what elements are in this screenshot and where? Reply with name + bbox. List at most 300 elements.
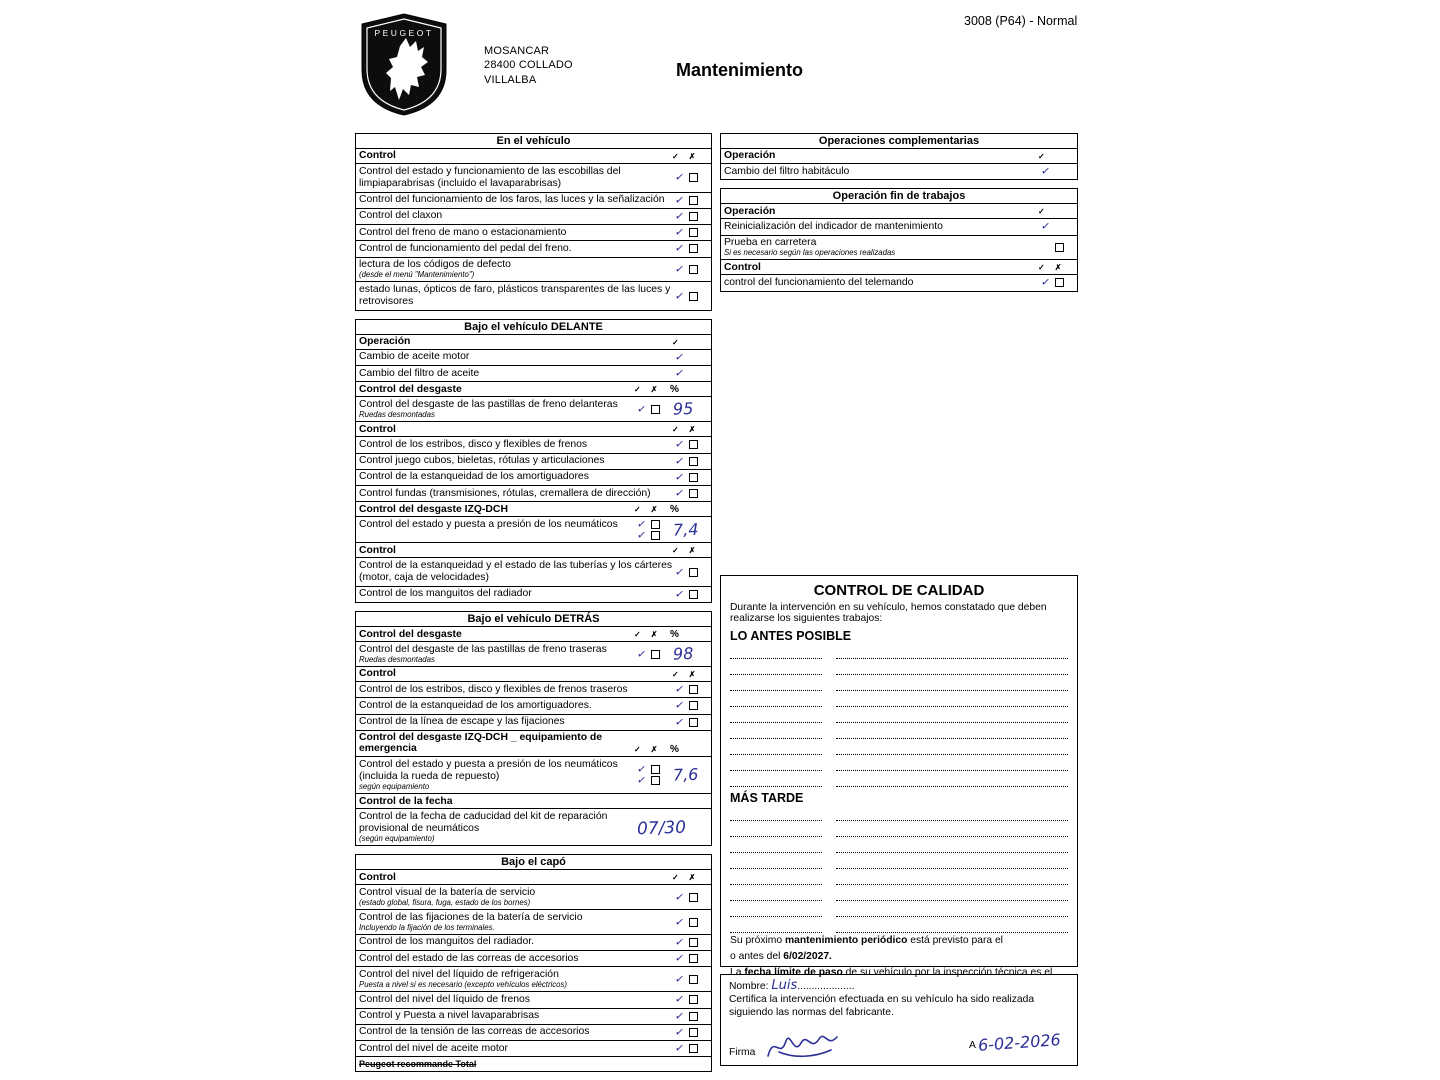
row-label: Control de los estribos, disco y flexibles de frenos traseros <box>359 683 628 695</box>
row-note: (según equipamiento) <box>359 834 435 844</box>
dotted-segment <box>836 729 1068 739</box>
row-label: Control del estado y puesta a presión de los neumáticos <box>359 518 618 530</box>
check-line <box>675 1027 711 1038</box>
check-line <box>674 288 711 303</box>
tick-header-icon: ✓ <box>634 745 641 755</box>
name-label: Nombre: <box>729 980 769 992</box>
row-checks <box>675 166 711 191</box>
row-label: Control de los manguitos del radiador <box>359 588 532 600</box>
checkbox <box>689 457 698 466</box>
table-row <box>356 884 711 909</box>
dotted-segment <box>730 843 822 853</box>
check-line <box>675 953 711 964</box>
dealer-line: 28400 COLLADO <box>484 59 573 72</box>
row-label: Cambio de aceite motor <box>359 351 470 363</box>
write-in-line <box>730 729 1068 739</box>
cross-header-icon: ✗ <box>650 385 658 395</box>
section-header <box>356 542 711 557</box>
row-checks <box>675 488 711 500</box>
quality-intro: Durante la intervención en su vehículo, hemos constatado que deben realizarse los siguientes trabajos: <box>730 601 1047 625</box>
checkbox <box>689 473 698 482</box>
check-line <box>675 211 711 222</box>
cross-header-icon: ✗ <box>688 425 696 435</box>
row-label: Control visual de la batería de servicio <box>359 886 536 898</box>
tick-header-icon: ✓ <box>634 385 641 395</box>
check-column-headers <box>672 152 708 163</box>
table-row <box>721 274 1077 290</box>
table-row <box>356 281 711 310</box>
dotted-segment <box>730 811 822 821</box>
row-checks <box>675 716 711 728</box>
check-line <box>674 192 711 207</box>
section-header <box>356 870 711 884</box>
check-line <box>675 937 711 948</box>
row-label: Control de la estanqueidad de los amortiguadores. <box>359 699 592 711</box>
section-label: Control del desgaste IZQ-DCH <box>359 503 508 515</box>
check-line <box>675 994 711 1005</box>
section-header <box>356 381 711 396</box>
row-checks <box>675 439 711 451</box>
handwritten-tick-icon: ✓ <box>674 288 685 303</box>
check-line <box>675 700 711 711</box>
dealer-line: MOSANCAR <box>484 45 550 57</box>
row-label: Control de las fijaciones de la batería de servicio <box>359 911 583 923</box>
tick-header-icon: ✓ <box>634 630 641 640</box>
row-checks <box>675 684 711 696</box>
check-line <box>674 1008 711 1023</box>
handwritten-tick-icon: ✓ <box>674 914 685 929</box>
row-text <box>359 811 637 844</box>
tick-header-icon: ✓ <box>672 670 679 679</box>
handwritten-name: Luis <box>771 977 798 993</box>
handwritten-tick-icon: ✓ <box>674 698 685 713</box>
row-text <box>359 759 637 792</box>
dotted-segment <box>730 665 822 675</box>
section-label: Control <box>359 544 396 556</box>
handwritten-tick-icon: ✓ <box>674 192 685 207</box>
row-text <box>724 237 1041 258</box>
row-label: Control del freno de mano o estacionamiento <box>359 226 567 238</box>
dotted-segment <box>836 907 1068 917</box>
checkbox <box>689 244 698 253</box>
check-line <box>637 404 673 415</box>
dotted-segment <box>730 729 822 739</box>
asap-write-in-lines <box>730 643 1068 787</box>
row-note: Si es necesario según las operaciones realizadas <box>724 248 896 258</box>
row-text <box>359 1043 675 1055</box>
dotted-segment <box>836 761 1068 771</box>
handwritten-tick-icon: ✓ <box>674 350 685 365</box>
percent-header: % <box>670 384 679 396</box>
row-checks <box>675 194 711 206</box>
check-line <box>636 646 673 661</box>
dotted-segment <box>730 649 822 659</box>
check-line <box>675 227 711 238</box>
dotted-segment <box>730 875 822 885</box>
row-text <box>359 1010 675 1022</box>
table-row <box>356 485 711 501</box>
name-dots: .................... <box>797 980 855 992</box>
row-checks <box>1041 166 1077 178</box>
write-in-line <box>730 697 1068 707</box>
write-in-line <box>730 665 1068 675</box>
checkbox <box>651 650 660 659</box>
text: de su vehículo por la inspección técnica es el <box>842 967 1053 979</box>
handwritten-tick-icon: ✓ <box>674 486 685 501</box>
table-title: Bajo el capó <box>356 855 711 870</box>
row-text <box>359 368 675 380</box>
row-text <box>359 243 675 255</box>
row-text <box>359 644 637 665</box>
check-column-headers <box>634 630 670 641</box>
row-text <box>359 936 675 948</box>
row-label: Control de la fecha de caducidad del kit de reparación provisional de neumáticos <box>359 810 608 834</box>
dotted-segment <box>836 891 1068 901</box>
row-label: Control de la estanqueidad de los amortiguadores <box>359 471 589 483</box>
check-column-headers <box>672 425 708 436</box>
section-label: Operación <box>724 205 776 217</box>
tick-header-icon: ✓ <box>672 152 679 161</box>
dotted-segment <box>836 859 1068 869</box>
row-checks <box>675 227 711 239</box>
write-in-line <box>730 649 1068 659</box>
row-text <box>359 887 675 908</box>
table-row <box>356 516 711 542</box>
row-checks <box>637 399 673 420</box>
later-label: MÁS TARDE <box>730 791 804 806</box>
table-row <box>356 934 711 950</box>
dotted-segment <box>836 923 1068 933</box>
table-bajo-detras <box>355 611 712 846</box>
percent-header: % <box>670 504 679 516</box>
section-header <box>356 149 711 163</box>
write-in-line <box>730 907 1068 917</box>
write-in-line <box>730 843 1068 853</box>
check-line <box>637 530 673 541</box>
handwritten-value: 7,4 <box>672 519 699 540</box>
dotted-segment <box>730 713 822 723</box>
quality-control-box <box>720 575 1078 979</box>
handwritten-tick-icon: ✓ <box>636 517 647 532</box>
handwritten-tick-icon: ✓ <box>674 241 685 256</box>
write-in-line <box>730 777 1068 787</box>
check-line <box>1041 277 1077 288</box>
table-bajo-capo <box>355 854 712 1072</box>
write-in-line <box>730 713 1068 723</box>
row-checks <box>675 351 711 363</box>
handwritten-tick-icon: ✓ <box>674 262 685 277</box>
row-text <box>359 471 675 483</box>
table-row <box>356 991 711 1007</box>
row-text <box>359 284 675 309</box>
write-in-line <box>730 761 1068 771</box>
checkbox <box>651 531 660 540</box>
row-label: estado lunas, ópticos de faro, plásticos transparentes de las luces y retrovisores <box>359 283 671 308</box>
check-column-headers <box>672 338 708 349</box>
row-label: Control del nivel del líquido de frenos <box>359 993 530 1005</box>
page-title: Mantenimiento <box>676 60 804 80</box>
check-line <box>674 889 711 904</box>
checkbox <box>689 489 698 498</box>
checkbox <box>689 954 698 963</box>
check-column-headers <box>672 670 708 681</box>
cross-header-icon: ✗ <box>688 152 696 161</box>
check-column-headers <box>672 873 708 884</box>
row-text <box>359 716 675 728</box>
dotted-segment <box>836 649 1068 659</box>
row-checks <box>675 969 711 990</box>
handwritten-value: 98 <box>672 643 694 664</box>
next-maintenance-date <box>730 949 1068 965</box>
row-label: Control de los estribos, disco y flexibles de frenos <box>359 438 588 450</box>
handwritten-tick-icon: ✓ <box>636 773 647 788</box>
section-header <box>356 730 711 756</box>
check-line <box>674 564 711 579</box>
row-text <box>359 351 675 363</box>
row-note: Incluyendo la fijación de los terminales. <box>359 922 495 932</box>
row-checks <box>675 1043 711 1055</box>
handwritten-tick-icon: ✓ <box>674 470 685 485</box>
handwritten-tick-icon: ✓ <box>674 564 685 579</box>
row-text <box>359 227 675 239</box>
table-row <box>356 396 711 421</box>
section-label: Control <box>359 871 396 883</box>
row-text <box>724 166 1041 178</box>
row-label: Control del desgaste de las pastillas de freno delanteras <box>359 398 618 410</box>
checkbox <box>689 975 698 984</box>
dotted-segment <box>836 875 1068 885</box>
handwritten-tick-icon <box>1041 247 1055 249</box>
dotted-segment <box>836 697 1068 707</box>
row-label: Prueba en carretera <box>724 237 817 249</box>
table-en-el-vehiculo <box>355 133 712 311</box>
check-line <box>674 914 711 929</box>
check-column-headers <box>634 745 670 756</box>
tick-header-icon: ✓ <box>672 425 679 435</box>
row-note: (estado global, fisura, fuga, estado de los bornes) <box>359 898 531 908</box>
row-checks <box>675 284 711 309</box>
dotted-segment <box>836 713 1068 723</box>
row-text <box>359 700 675 712</box>
row-checks <box>675 368 711 380</box>
row-text <box>359 259 675 280</box>
dotted-segment <box>730 827 822 837</box>
table-row <box>356 808 711 845</box>
row-checks <box>1041 277 1077 289</box>
dotted-segment <box>730 697 822 707</box>
row-text <box>359 194 675 206</box>
row-label: Control y Puesta a nivel lavaparabrisas <box>359 1010 540 1022</box>
checkbox <box>689 918 698 927</box>
handwritten-tick-icon: ✓ <box>674 1025 685 1040</box>
dotted-segment <box>836 745 1068 755</box>
dealer-line: VILLALBA <box>484 73 537 86</box>
peugeot-logo <box>358 12 450 116</box>
dotted-segment <box>730 859 822 869</box>
table-row <box>356 756 711 793</box>
row-checks <box>675 1026 711 1038</box>
check-column-headers <box>1038 152 1074 163</box>
handwritten-tick-icon: ✓ <box>1040 164 1051 179</box>
row-label: Control del estado de las correas de accesorios <box>359 952 579 964</box>
dotted-segment <box>836 843 1068 853</box>
row-checks <box>675 455 711 467</box>
tick-header-icon: ✓ <box>1038 207 1045 217</box>
check-line <box>675 488 711 499</box>
cross-header-icon: ✗ <box>688 546 696 556</box>
tick-header-icon: ✓ <box>1038 152 1045 161</box>
check-line <box>675 589 711 600</box>
row-label: Control del nivel de aceite motor <box>359 1042 509 1054</box>
table-row <box>356 240 711 256</box>
row-text <box>359 953 675 965</box>
row-label: Control de la línea de escape y las fijaciones <box>359 716 565 728</box>
table-operacion-fin-de-trabajos <box>720 188 1078 291</box>
handwritten-value: 7,6 <box>672 764 699 785</box>
cross-header-icon: ✗ <box>650 505 658 515</box>
place-label: A <box>969 1039 976 1051</box>
certificate-box <box>720 974 1078 1066</box>
handwritten-tick-icon: ✓ <box>636 402 647 417</box>
row-checks <box>675 887 711 908</box>
table-row <box>356 224 711 240</box>
row-text <box>724 277 1041 289</box>
row-text <box>359 439 675 451</box>
handwritten-tick-icon: ✓ <box>674 587 685 602</box>
section-header <box>721 259 1077 274</box>
check-line <box>675 172 711 183</box>
row-checks <box>675 700 711 712</box>
dotted-segment <box>730 891 822 901</box>
text: Su próximo <box>730 935 785 947</box>
handwritten-tick-icon: ✓ <box>636 762 647 777</box>
text: La <box>730 967 745 979</box>
peugeot-wordmark: PEUGEOT <box>374 28 434 38</box>
row-text <box>359 519 637 541</box>
dotted-segment <box>836 827 1068 837</box>
table-row <box>721 163 1077 179</box>
table-row <box>356 681 711 697</box>
section-header <box>356 627 711 641</box>
row-checks <box>675 210 711 222</box>
check-line <box>675 264 711 275</box>
dotted-segment <box>836 811 1068 821</box>
table-bajo-delante <box>355 319 712 603</box>
row-text <box>359 166 675 191</box>
later-write-in-lines <box>730 805 1068 933</box>
table-row <box>356 208 711 224</box>
check-line <box>675 439 711 450</box>
table-title: Operación fin de trabajos <box>721 189 1077 204</box>
table-title: En el vehículo <box>356 134 711 149</box>
section-label: Control <box>359 668 396 680</box>
signature-label: Firma <box>729 1046 756 1058</box>
row-label: Control de los manguitos del radiador. <box>359 936 535 948</box>
dotted-segment <box>836 665 1068 675</box>
date-row <box>969 1029 1062 1055</box>
row-label: Control juego cubos, bieletas, rótulas y articulaciones <box>359 455 605 467</box>
checkbox <box>689 1028 698 1037</box>
row-label: Control de la tensión de las correas de accesorios <box>359 1026 590 1038</box>
table-row <box>721 235 1077 260</box>
section-header <box>356 501 711 516</box>
row-label: Control del nivel del líquido de refrigeración <box>359 968 559 980</box>
check-column-headers <box>672 546 708 557</box>
row-text <box>359 1059 711 1070</box>
row-note: Ruedas desmontadas <box>359 410 435 420</box>
section-header <box>356 335 711 349</box>
table-title: Operaciones complementarias <box>721 134 1077 149</box>
checkbox <box>689 212 698 221</box>
handwritten-value: 07/30 <box>636 816 687 839</box>
table-row <box>356 1040 711 1056</box>
handwritten-tick-icon: ✓ <box>674 992 685 1007</box>
text-bold: fecha límite de paso <box>744 967 843 979</box>
table-row <box>356 641 711 666</box>
handwritten-tick-icon: ✓ <box>674 366 685 381</box>
table-row <box>356 966 711 991</box>
handwritten-tick-icon: ✓ <box>674 951 685 966</box>
row-checks <box>675 471 711 483</box>
dotted-segment <box>836 681 1068 691</box>
handwritten-tick-icon: ✓ <box>674 170 685 185</box>
table-row <box>356 586 711 602</box>
row-text <box>359 588 675 600</box>
checkbox <box>689 685 698 694</box>
row-checks <box>675 1010 711 1022</box>
table-row <box>356 257 711 282</box>
signature-icon <box>765 1028 851 1064</box>
handwritten-tick-icon: ✓ <box>636 528 647 543</box>
row-label: Control del estado y funcionamiento de las escobillas del limpiaparabrisas (incluido el lavaparabrisas) <box>359 165 621 189</box>
handwritten-tick-icon: ✓ <box>674 209 685 224</box>
write-in-line <box>730 891 1068 901</box>
write-in-line <box>730 681 1068 691</box>
write-in-line <box>730 827 1068 837</box>
table-row <box>356 714 711 730</box>
tick-header-icon: ✓ <box>634 505 641 515</box>
row-label: Control de la estanqueidad y el estado de las tuberías y los cárteres (motor, caja de velocidades) <box>359 559 673 584</box>
check-column-headers <box>672 806 708 808</box>
checkbox <box>689 1044 698 1053</box>
handwritten-tick-icon: ✓ <box>674 714 685 729</box>
row-note: (desde el menú "Mantenimiento") <box>359 270 475 280</box>
handwritten-tick-icon: ✓ <box>636 646 647 661</box>
handwritten-date: 6-02-2026 <box>977 1029 1062 1055</box>
checkbox <box>689 196 698 205</box>
handwritten-tick-icon: ✓ <box>674 972 685 987</box>
percent-header: % <box>670 629 679 641</box>
checkbox <box>689 1012 698 1021</box>
row-checks <box>675 259 711 280</box>
percent-header: % <box>670 744 679 756</box>
section-label: Control <box>724 261 761 273</box>
dotted-segment <box>836 777 1068 787</box>
write-in-line <box>730 923 1068 933</box>
checkbox <box>689 701 698 710</box>
check-line <box>675 352 711 363</box>
table-operaciones-complementarias <box>720 133 1078 180</box>
row-checks <box>675 560 711 585</box>
handwritten-tick-icon: ✓ <box>674 935 685 950</box>
dotted-segment <box>730 761 822 771</box>
table-row <box>356 163 711 192</box>
section-label: Control de la fecha <box>359 795 453 807</box>
check-column-headers <box>1038 263 1074 274</box>
row-text <box>359 969 675 990</box>
table-row <box>356 192 711 208</box>
left-column <box>355 133 712 1080</box>
